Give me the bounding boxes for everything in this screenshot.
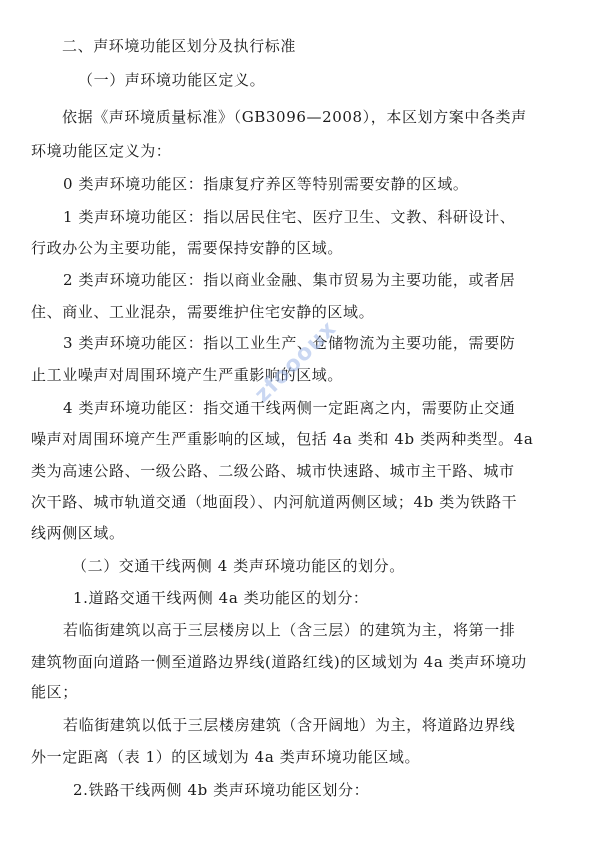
road-heading: 1.道路交通干线两侧 4a 类功能区的划分： — [73, 589, 369, 607]
road-paragraph-line: 能区； — [31, 683, 78, 701]
class4-definition-line: 4 类声环境功能区：指交通干线两侧一定距离之内，需要防止交通 — [63, 399, 516, 417]
road-paragraph-line: 若临街建筑以高于三层楼房以上（含三层）的建筑为主，将第一排 — [63, 621, 516, 639]
class4-definition-line: 线两侧区域。 — [31, 524, 125, 542]
subsection-heading-traffic: （二）交通干线两侧 4 类声环境功能区的划分。 — [72, 557, 405, 575]
class3-definition-line: 止工业噪声对周围环境产生严重影响的区域。 — [31, 366, 344, 384]
class4-definition-line: 噪声对周围环境产生严重影响的区域，包括 4a 类和 4b 类两种类型。4a — [31, 430, 534, 448]
class1-definition-line: 行政办公为主要功能，需要保持安静的区域。 — [31, 239, 344, 257]
road-paragraph-line: 若临街建筑以低于三层楼房建筑（含开阔地）为主，将道路边界线 — [63, 716, 516, 734]
class1-definition-line: 1 类声环境功能区：指以居民住宅、医疗卫生、文教、科研设计、 — [63, 208, 516, 226]
class2-definition-line: 2 类声环境功能区：指以商业金融、集市贸易为主要功能，或者居 — [63, 271, 516, 289]
class0-definition: 0 类声环境功能区：指康复疗养区等特别需要安静的区域。 — [63, 175, 469, 193]
road-paragraph-line: 建筑物面向道路一侧至道路边界线(道路红线)的区域划为 4a 类声环境功 — [31, 653, 527, 671]
class2-definition-line: 住、商业、工业混杂，需要维护住宅安静的区域。 — [31, 303, 375, 321]
rail-heading: 2.铁路干线两侧 4b 类声环境功能区划分： — [73, 781, 370, 799]
road-paragraph-line: 外一定距离（表 1）的区域划为 4a 类声环境功能区域。 — [31, 748, 421, 766]
watermark: zfoooux — [250, 316, 342, 408]
section-heading: 二、声环境功能区划分及执行标准 — [62, 37, 297, 55]
subsection-heading-definitions: （一）声环境功能区定义。 — [78, 71, 266, 89]
intro-paragraph-line: 环境功能区定义为： — [31, 142, 172, 160]
class4-definition-line: 类为高速公路、一级公路、二级公路、城市快速路、城市主干路、城市 — [31, 462, 515, 480]
class4-definition-line: 次干路、城市轨道交通（地面段）、内河航道两侧区域；4b 类为铁路干 — [31, 493, 518, 511]
intro-paragraph-line: 依据《声环境质量标准》（GB3096—2008），本区划方案中各类声 — [62, 108, 527, 126]
class3-definition-line: 3 类声环境功能区：指以工业生产、仓储物流为主要功能，需要防 — [63, 334, 516, 352]
